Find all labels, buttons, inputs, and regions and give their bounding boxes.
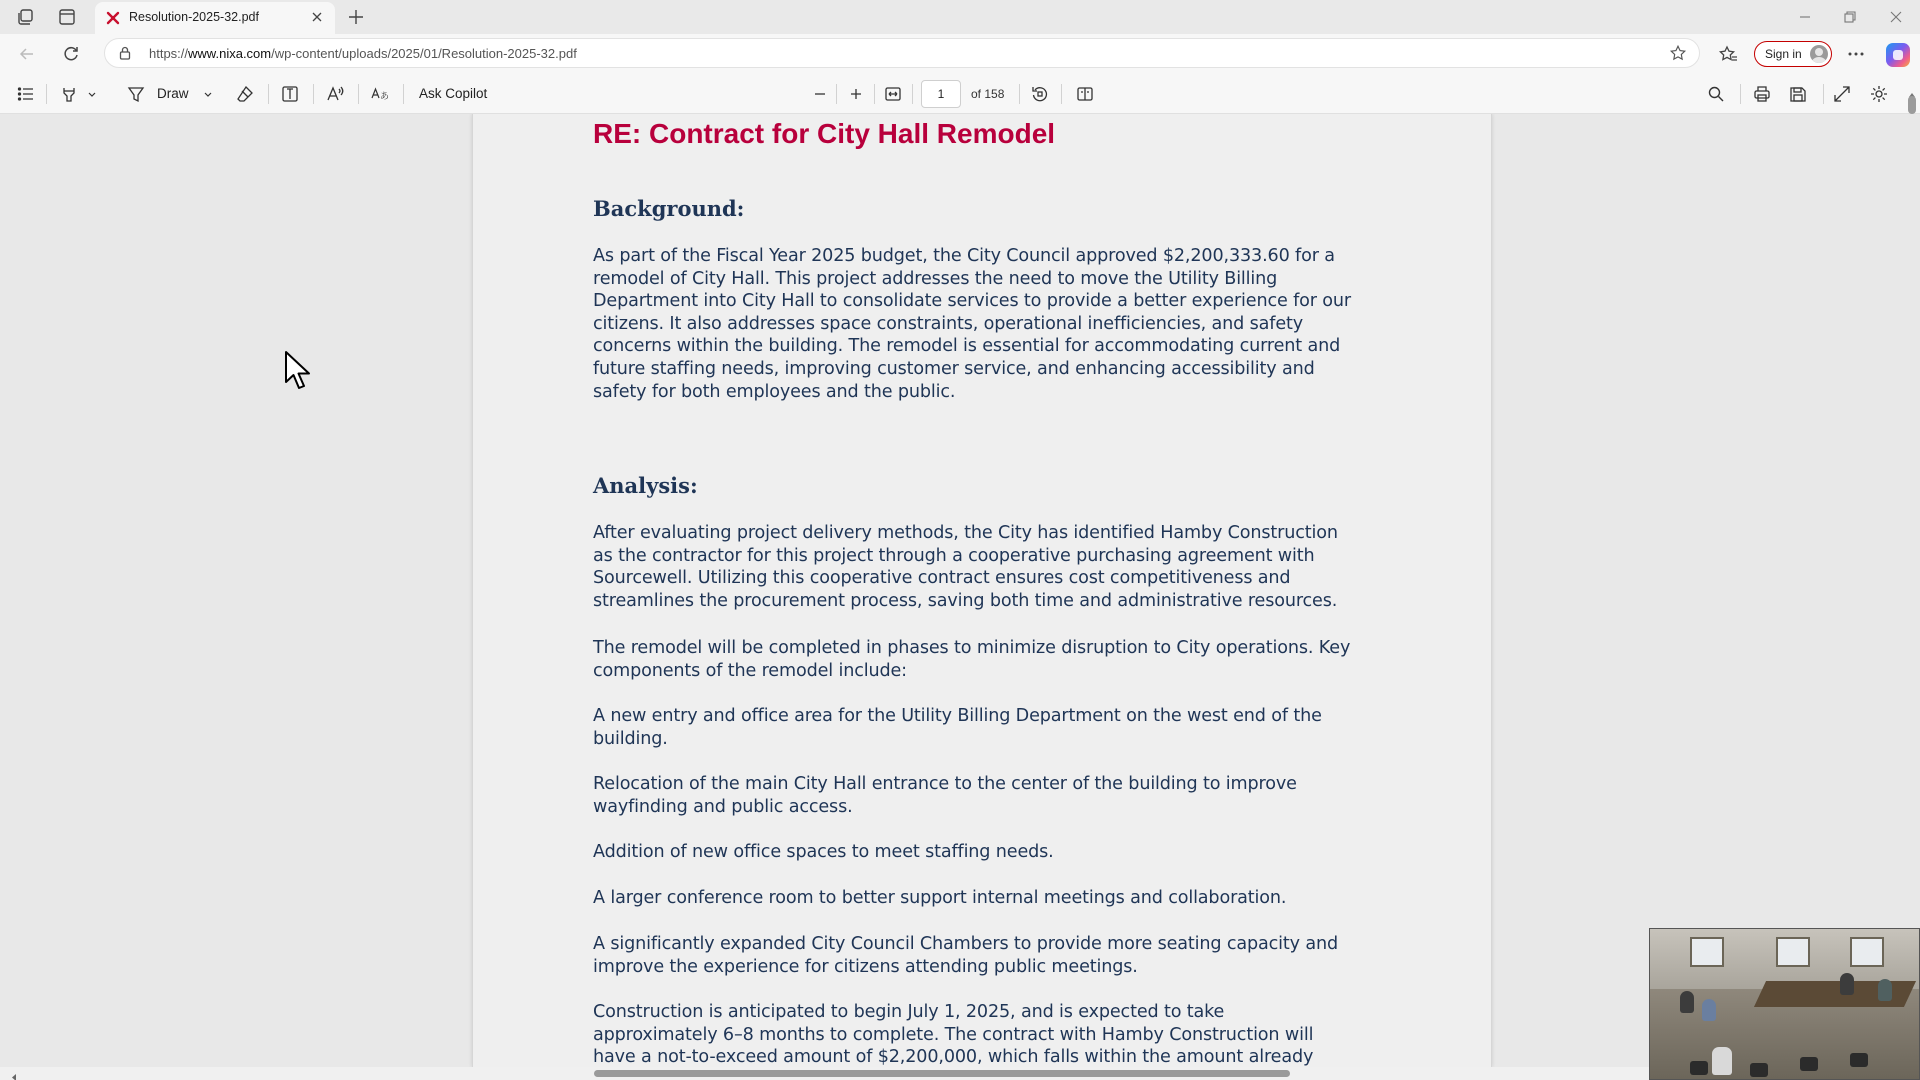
lock-icon[interactable] bbox=[117, 45, 133, 61]
toolbar-divider bbox=[403, 84, 404, 104]
text-box-icon[interactable] bbox=[280, 84, 300, 104]
chevron-down-icon[interactable] bbox=[202, 84, 214, 104]
toolbar-divider bbox=[358, 84, 359, 104]
minimize-icon[interactable] bbox=[1795, 7, 1815, 27]
pdf-viewer[interactable] bbox=[0, 114, 1920, 1067]
video-chair bbox=[1850, 1053, 1868, 1067]
refresh-icon[interactable] bbox=[61, 44, 81, 64]
draw-icon[interactable] bbox=[126, 84, 146, 104]
tab-actions-icon[interactable] bbox=[57, 7, 77, 27]
scroll-up-arrow-icon[interactable] bbox=[1908, 86, 1916, 94]
scroll-left-arrow-icon[interactable] bbox=[10, 1069, 19, 1078]
analysis-heading: Analysis: bbox=[593, 473, 698, 498]
page-view-icon[interactable] bbox=[1075, 84, 1095, 104]
toolbar-divider bbox=[1061, 84, 1062, 104]
avatar bbox=[1810, 45, 1828, 63]
video-person bbox=[1712, 1047, 1732, 1075]
analysis-paragraph: After evaluating project delivery methods, the City has identified Hamby Construction as the contractor for this project through a cooperative purchasing agreement with Sourcewell. Utilizing this cooperative contract ensures cost competitiveness and streamlines the procurement process, saving both time and administrative resources. bbox=[593, 523, 1338, 611]
video-window bbox=[1690, 937, 1724, 967]
workspaces-icon[interactable] bbox=[16, 7, 36, 27]
close-window-icon[interactable] bbox=[1886, 7, 1906, 27]
close-icon[interactable] bbox=[309, 9, 325, 25]
video-person bbox=[1840, 973, 1854, 995]
toolbar-divider bbox=[912, 84, 913, 104]
page-number-input[interactable] bbox=[921, 80, 961, 108]
video-chair bbox=[1690, 1061, 1708, 1075]
video-person bbox=[1702, 999, 1716, 1021]
more-icon[interactable] bbox=[1846, 44, 1866, 64]
toolbar-divider bbox=[313, 84, 314, 104]
construction-paragraph: Construction is anticipated to begin July 1, 2025, and is expected to take approximately 6–8 months to complete. The contract with Hamby Construction will have a not-to-exceed amount of $2,200,000, which falls within the amount already bbox=[593, 1002, 1314, 1067]
favorites-icon[interactable] bbox=[1718, 44, 1738, 64]
read-aloud-icon[interactable] bbox=[325, 84, 345, 104]
toolbar-divider bbox=[268, 84, 269, 104]
fullscreen-icon[interactable] bbox=[1832, 84, 1852, 104]
restore-icon[interactable] bbox=[1840, 7, 1860, 27]
fit-page-icon[interactable] bbox=[883, 84, 903, 104]
sign-in-button[interactable]: Sign in bbox=[1754, 41, 1832, 67]
settings-icon[interactable] bbox=[1869, 84, 1889, 104]
vertical-scrollbar-thumb[interactable] bbox=[1908, 96, 1916, 114]
document-title: RE: Contract for City Hall Remodel bbox=[593, 118, 1056, 149]
search-icon[interactable] bbox=[1706, 84, 1726, 104]
toolbar-divider bbox=[1823, 84, 1824, 104]
toolbar-divider bbox=[874, 84, 875, 104]
component-item: Relocation of the main City Hall entrance to the center of the building to improve wayfinding and public access. bbox=[593, 774, 1297, 817]
zoom-out-icon[interactable] bbox=[810, 84, 830, 104]
print-icon[interactable] bbox=[1752, 84, 1772, 104]
tab-title: Resolution-2025-32.pdf bbox=[129, 10, 259, 24]
video-window bbox=[1850, 937, 1884, 967]
toolbar-divider bbox=[1740, 84, 1741, 104]
save-icon[interactable] bbox=[1788, 84, 1808, 104]
toolbar-divider bbox=[46, 84, 47, 104]
video-chair bbox=[1750, 1063, 1768, 1077]
component-item: A larger conference room to better support internal meetings and collaboration. bbox=[593, 888, 1287, 908]
component-item: A new entry and office area for the Utility Billing Department on the west end of the building. bbox=[593, 706, 1322, 749]
horizontal-scrollbar[interactable] bbox=[0, 1067, 1920, 1080]
pdf-page bbox=[472, 114, 1492, 1067]
contents-icon[interactable] bbox=[16, 84, 36, 104]
video-person bbox=[1878, 979, 1892, 1001]
mouse-cursor-icon bbox=[284, 350, 316, 392]
horizontal-scrollbar-thumb[interactable] bbox=[594, 1070, 1290, 1077]
pdf-favicon bbox=[105, 10, 121, 26]
translate-icon[interactable] bbox=[370, 84, 390, 104]
draw-label[interactable]: Draw bbox=[157, 86, 189, 101]
chevron-down-icon[interactable] bbox=[86, 84, 98, 104]
rotate-icon[interactable] bbox=[1030, 84, 1050, 104]
background-paragraph: As part of the Fiscal Year 2025 budget, the City Council approved $2,200,333.60 for a remodel of City Hall. This project addresses the need to move the Utility Billing Department into City Hall to consolidate services to provide a better experience for our citizens. It also addresses space constraints, operational inefficiencies, and safety concerns within the building. The remodel is essential for accommodating current and future staffing needs, improving customer service, and enhancing accessibility and safety for both employees and the public. bbox=[593, 246, 1351, 402]
star-icon[interactable] bbox=[1669, 44, 1687, 62]
toolbar-divider bbox=[1019, 84, 1020, 104]
component-item: A significantly expanded City Council Chambers to provide more seating capacity and improve the experience for citizens attending public meetings. bbox=[593, 934, 1339, 977]
address-bar[interactable] bbox=[104, 38, 1700, 68]
highlight-icon[interactable] bbox=[59, 84, 79, 104]
active-tab[interactable] bbox=[95, 2, 335, 34]
toolbar-divider bbox=[836, 84, 837, 104]
copilot-icon[interactable] bbox=[1886, 43, 1910, 67]
meeting-video-overlay[interactable] bbox=[1649, 928, 1920, 1080]
remodel-phases-paragraph: The remodel will be completed in phases to minimize disruption to City operations. Key components of the remodel include: bbox=[593, 638, 1351, 681]
component-item: Addition of new office spaces to meet staffing needs. bbox=[593, 842, 1054, 862]
svg-text:あ: あ bbox=[380, 92, 390, 102]
background-heading: Background: bbox=[593, 196, 745, 221]
new-tab-icon[interactable] bbox=[346, 7, 366, 27]
address-row bbox=[0, 34, 1920, 74]
video-chair bbox=[1800, 1057, 1818, 1071]
pdf-toolbar bbox=[0, 74, 1920, 114]
back-icon[interactable] bbox=[17, 44, 37, 64]
ask-copilot-button[interactable]: Ask Copilot bbox=[419, 86, 488, 101]
page-total: of 158 bbox=[971, 87, 1005, 101]
url-text[interactable]: https://www.nixa.com/wp-content/uploads/2025/01/Resolution-2025-32.pdf bbox=[149, 46, 577, 61]
tab-strip bbox=[0, 0, 1920, 34]
video-window bbox=[1776, 937, 1810, 967]
eraser-icon[interactable] bbox=[235, 84, 255, 104]
video-person bbox=[1680, 991, 1694, 1013]
zoom-in-icon[interactable] bbox=[846, 84, 866, 104]
